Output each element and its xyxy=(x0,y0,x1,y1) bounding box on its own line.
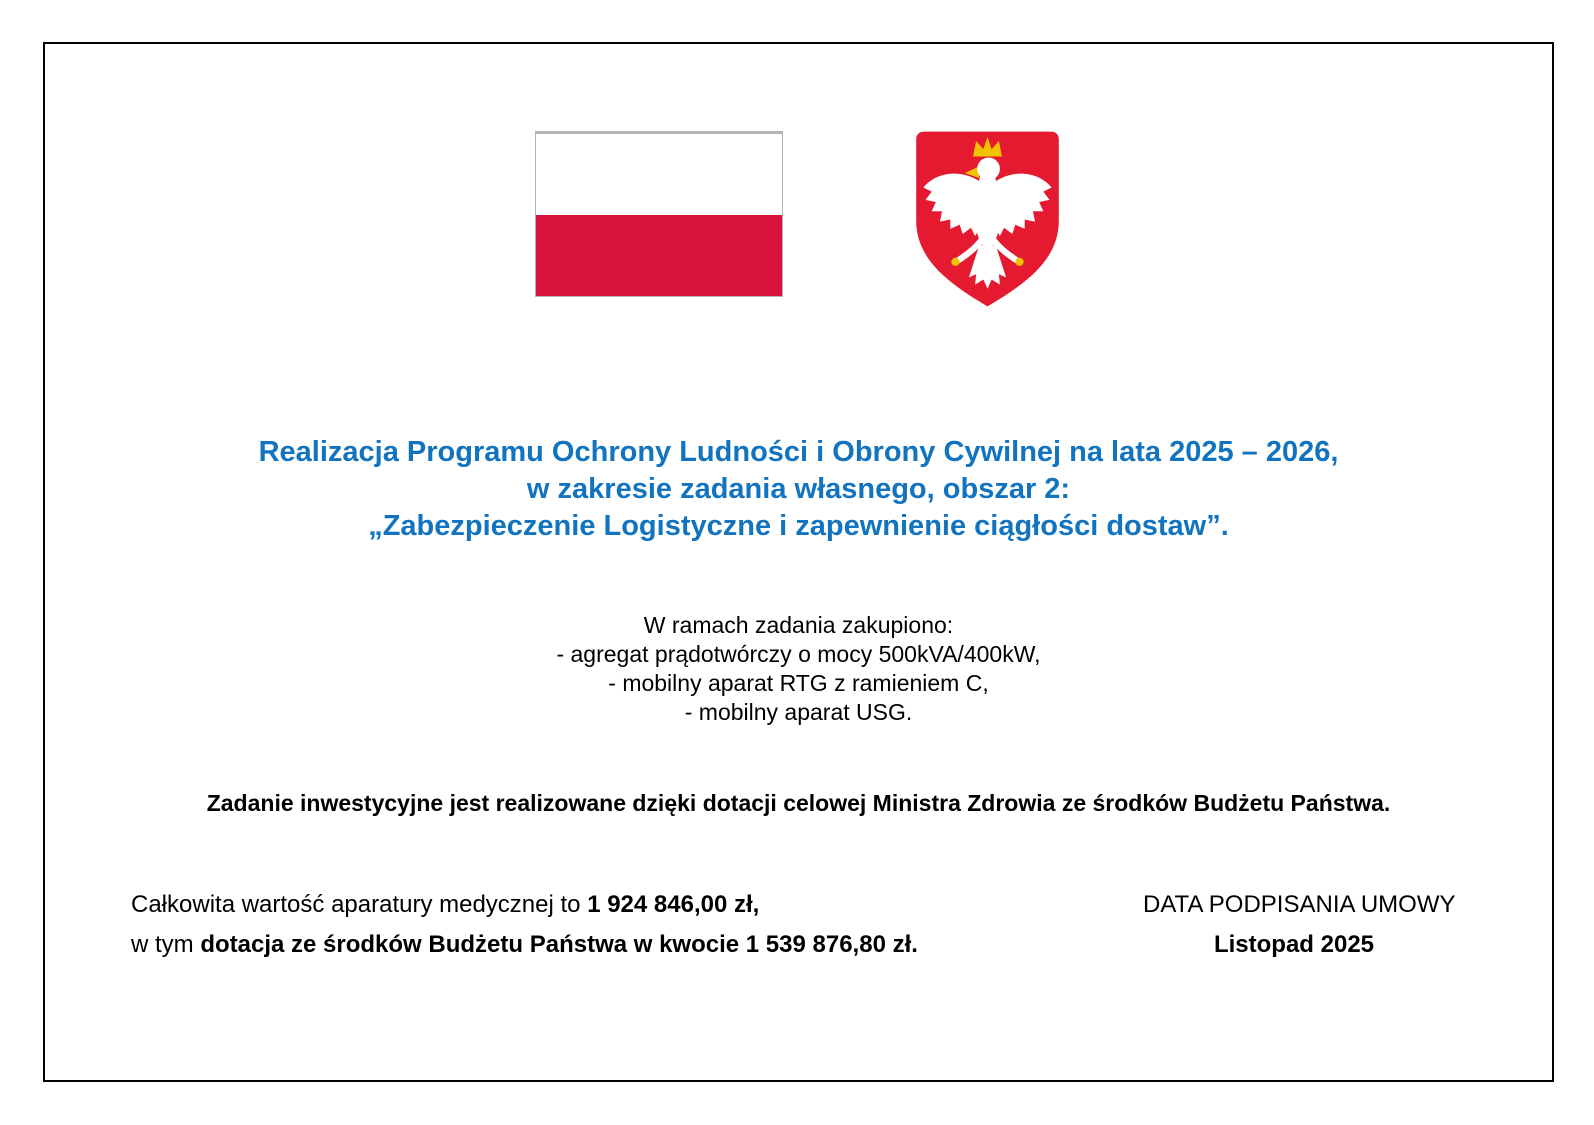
document-border xyxy=(43,42,1554,1082)
total-value-text: Całkowita wartość aparatury medycznej to xyxy=(131,891,588,918)
program-title xyxy=(43,434,1554,545)
purchase-item: - agregat prądotwórczy o mocy 500kVA/400kW, xyxy=(556,641,1041,667)
funding-note: Zadanie inwestycyjne jest realizowane dzięki dotacji celowej Ministra Zdrowia ze środków Budżetu Państwa. xyxy=(206,790,1391,816)
subsidy-value-amount: dotacja ze środków Budżetu Państwa w kwocie 1 539 876,80 zł. xyxy=(200,931,918,958)
program-title-line-3: „Zabezpieczenie Logistyczne i zapewnienie ciągłości dostaw”. xyxy=(368,510,1229,542)
flag-red-stripe xyxy=(536,215,782,296)
signing-date-value: Listopad 2025 xyxy=(1213,931,1375,958)
purchase-item: - mobilny aparat USG. xyxy=(684,699,913,725)
poland-flag-icon xyxy=(535,131,783,297)
subsidy-value-text: w tym xyxy=(131,931,201,958)
total-value-amount: 1 924 846,00 zł, xyxy=(587,891,760,918)
signing-date-label: DATA PODPISANIA UMOWY xyxy=(1143,891,1456,918)
program-title-line-2: w zakresie zadania własnego, obszar 2: xyxy=(526,473,1071,505)
total-value-line xyxy=(131,891,759,919)
purchase-item: - mobilny aparat RTG z ramieniem C, xyxy=(608,670,989,696)
purchase-intro: W ramach zadania zakupiono: xyxy=(643,612,954,638)
subsidy-value-line xyxy=(131,931,918,959)
purchased-items-block xyxy=(43,611,1554,727)
poland-coat-of-arms-icon xyxy=(910,127,1065,311)
flag-white-stripe xyxy=(536,134,782,215)
program-title-line-1: Realizacja Programu Ochrony Ludności i Obrony Cywilnej na lata 2025 – 2026, xyxy=(258,436,1339,468)
